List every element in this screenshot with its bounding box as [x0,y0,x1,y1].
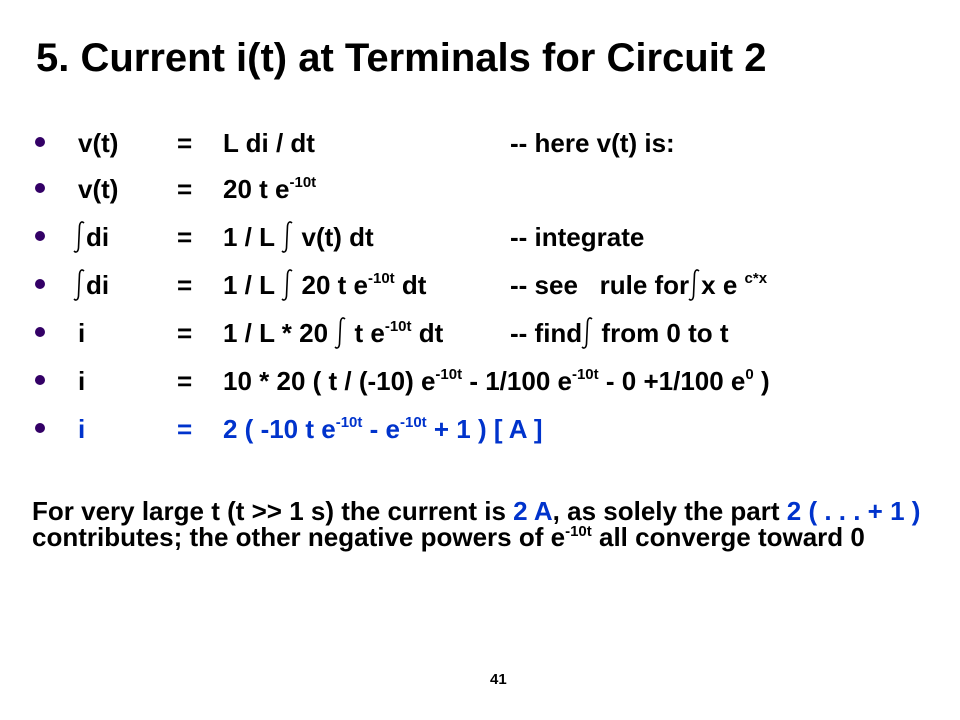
equals-sign: = [177,414,193,444]
equation-row [0,366,960,412]
comment-text: -- see rule for [510,270,690,300]
exponent: -10t [571,366,599,383]
rhs-text: - 1/100 e [462,366,572,396]
equals-sign: = [177,270,193,300]
rhs-text: dt [411,318,444,348]
exponent: -10t [565,523,592,540]
equation-row [0,318,960,364]
bullet-dot-icon [35,279,45,289]
rhs-text: 1 / L [223,222,276,252]
exponent: 0 [745,366,754,383]
bullet-dot-icon [35,327,45,337]
exponent: -10t [384,318,412,335]
comment-text: -- find [510,318,583,348]
equals-sign: = [177,174,193,204]
rhs-text: 1 / L [223,270,276,300]
bullet-dot-icon [35,423,45,433]
equation-row [0,270,960,316]
equation-row [0,174,960,220]
exponent: -10t [435,366,463,383]
highlight-value: 2 A [513,496,553,526]
equation-lhs: v(t) [78,128,119,158]
rhs-text: 20 t e [223,174,290,204]
exponent: c*x [744,270,768,287]
equation-lhs [74,270,109,300]
rhs-text: 10 * 20 ( t / (-10) e [223,366,436,396]
equation-row [0,222,960,268]
rhs-text: - 0 +1/100 e [598,366,746,396]
rhs-text: 2 ( -10 t e [223,414,336,444]
rhs-text: - e [362,414,400,444]
comment-text: from 0 to t [594,318,729,348]
equation-rhs [223,270,426,300]
equation-row-result [0,414,960,460]
equation-rhs [223,318,443,348]
rhs-text: 1 / L * 20 [223,318,329,348]
equation-lhs: i [78,318,86,348]
equation-rhs [223,414,542,444]
equation-rhs [223,222,374,252]
equation-rhs: L di / dt [223,128,315,158]
equals-sign: = [177,128,193,158]
integral-sign-icon [335,318,347,348]
lhs-text: di [86,222,110,252]
equation-lhs: i [78,414,86,444]
rhs-text: dt [394,270,427,300]
exponent: -10t [367,270,395,287]
equals-sign: = [177,366,193,396]
lhs-text: di [86,270,110,300]
bullet-dot-icon [35,375,45,385]
rhs-text: v(t) dt [301,222,374,252]
equation-lhs [74,222,109,252]
bullet-dot-icon [35,183,45,193]
equals-sign: = [177,318,193,348]
rhs-text: ) [753,366,770,396]
slide-title: 5. Current i(t) at Terminals for Circuit 2 [36,36,767,80]
equation-row [0,128,960,174]
paragraph-text: For very large t (t >> 1 s) the current is [32,496,514,526]
exponent: -10t [335,414,363,431]
equation-comment [510,318,729,348]
rhs-text: 20 t e [301,270,368,300]
equation-lhs: i [78,366,86,396]
integral-sign-icon [282,270,294,300]
equation-lhs: v(t) [78,174,119,204]
exponent: -10t [289,174,317,191]
integral-sign-icon [74,270,86,300]
rhs-text: t e [354,318,385,348]
page-number: 41 [490,671,507,688]
integral-sign-icon [74,222,86,252]
highlight-term: 2 ( . . . + 1 ) [786,496,921,526]
bullet-dot-icon [35,137,45,147]
paragraph-text: contributes; the other negative powers of e [32,522,566,552]
conclusion-paragraph [32,498,932,550]
rhs-text: + 1 ) [ A ] [426,414,543,444]
equation-rhs [223,366,770,396]
integral-sign-icon [689,270,701,300]
integral-sign-icon [282,222,294,252]
equation-comment [510,270,767,300]
equation-rhs [223,174,316,204]
comment-text: x e [701,270,745,300]
paragraph-text: , as solely the part [552,496,787,526]
exponent: -10t [399,414,427,431]
equation-comment: -- integrate [510,222,645,252]
paragraph-text: all converge toward 0 [591,522,865,552]
integral-sign-icon [582,318,594,348]
equals-sign: = [177,222,193,252]
equation-comment: -- here v(t) is: [510,128,675,158]
bullet-dot-icon [35,231,45,241]
